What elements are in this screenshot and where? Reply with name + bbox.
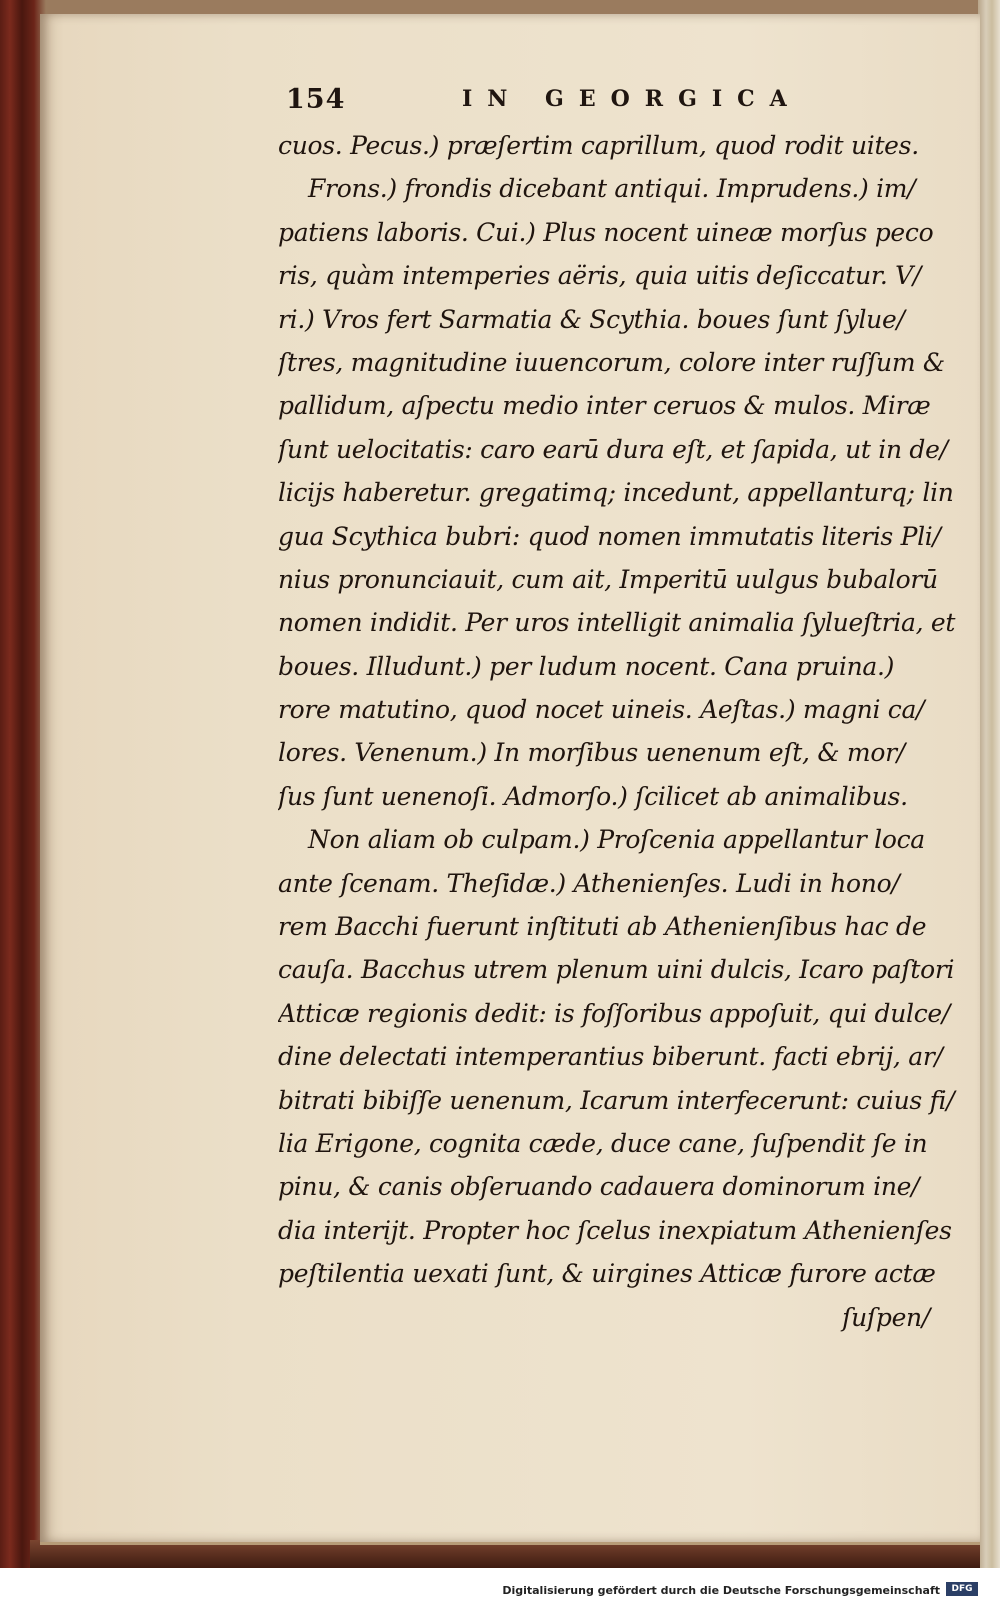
text-line: Atticæ regionis dedit: is foſſoribus appoſuit, qui dulce/ [278, 998, 951, 1028]
text-line: ſtres, magnitudine iuuencorum, colore inter ruſſum & [278, 347, 945, 377]
text-line: nomen indidit. Per uros intelligit animalia ſylueſtria, et [278, 608, 956, 638]
text-line: boues. Illudunt.) per ludum nocent. Cana pruina.) [278, 651, 895, 681]
text-line: ri.) Vros fert Sarmatia & Scythia. boues ſunt ſylue/ [278, 304, 905, 334]
text-line: pinu, & canis obſeruando cadauera dominorum ine/ [278, 1172, 920, 1202]
text-line: ris, quàm intemperies aëris, quia uitis deſiccatur. V/ [278, 261, 922, 291]
text-line: ſunt uelocitatis: caro earū dura eſt, et ſapida, ut in de/ [278, 434, 948, 464]
text-line: rem Bacchi fuerunt inſtituti ab Athenienſibus hac de [278, 912, 927, 942]
text-line: cauſa. Bacchus utrem plenum uini dulcis, Icaro paſtori [278, 955, 955, 985]
catchword: ſuſpen/ [842, 1302, 930, 1332]
text-line: peſtilentia uexati ſunt, & uirgines Atticæ furore actæ [278, 1259, 936, 1289]
text-line: patiens laboris. Cui.) Plus nocent uineæ morſus peco [278, 217, 934, 247]
text-line: Frons.) frondis dicebant antiqui. Imprudens.) im/ [308, 174, 916, 204]
text-line: bitrati bibiſſe uenenum, Icarum interfecerunt: cuius fi/ [278, 1085, 955, 1115]
book-page-edges [978, 0, 1000, 1568]
text-line: lores. Venenum.) In morſibus uenenum eſt, & mor/ [278, 738, 905, 768]
page-number: 154 [286, 84, 346, 115]
text-line: pallidum, aſpectu medio inter ceruos & mulos. Miræ [278, 391, 931, 421]
text-line: ſus ſunt uenenoſi. Admorſo.) ſcilicet ab animalibus. [278, 781, 908, 811]
text-line: dia interijt. Propter hoc ſcelus inexpiatum Athenienſes [278, 1215, 952, 1245]
digitization-credit: Digitalisierung gefördert durch die Deutsche Forschungsgemeinschaft [502, 1584, 940, 1597]
text-line: lia Erigone, cognita cæde, duce cane, ſuſpendit ſe in [278, 1128, 928, 1158]
text-line: licijs haberetur. gregatimq; incedunt, appellanturq; lin [278, 478, 954, 508]
running-head: IN GEORGICA [462, 86, 802, 112]
page-header [286, 84, 946, 124]
text-line: rore matutino, quod nocet uineis. Aeſtas.) magni ca/ [278, 695, 925, 725]
dfg-logo: DFG [946, 1582, 978, 1596]
text-line: cuos. Pecus.) præſertim caprillum, quod rodit uites. [278, 131, 919, 160]
text-line: gua Scythica bubri: quod nomen immutatis literis Pli/ [278, 521, 941, 551]
text-line: nius pronunciauit, cum ait, Imperitū uulgus bubalorū [278, 564, 938, 594]
text-line: Non aliam ob culpam.) Proſcenia appellantur loca [308, 825, 925, 855]
text-line: dine delectati intemperantius biberunt. facti ebrij, ar/ [278, 1042, 943, 1072]
page-text [278, 124, 958, 1339]
text-line: ante ſcenam. Theſidæ.) Athenienſes. Ludi in hono/ [278, 868, 900, 898]
